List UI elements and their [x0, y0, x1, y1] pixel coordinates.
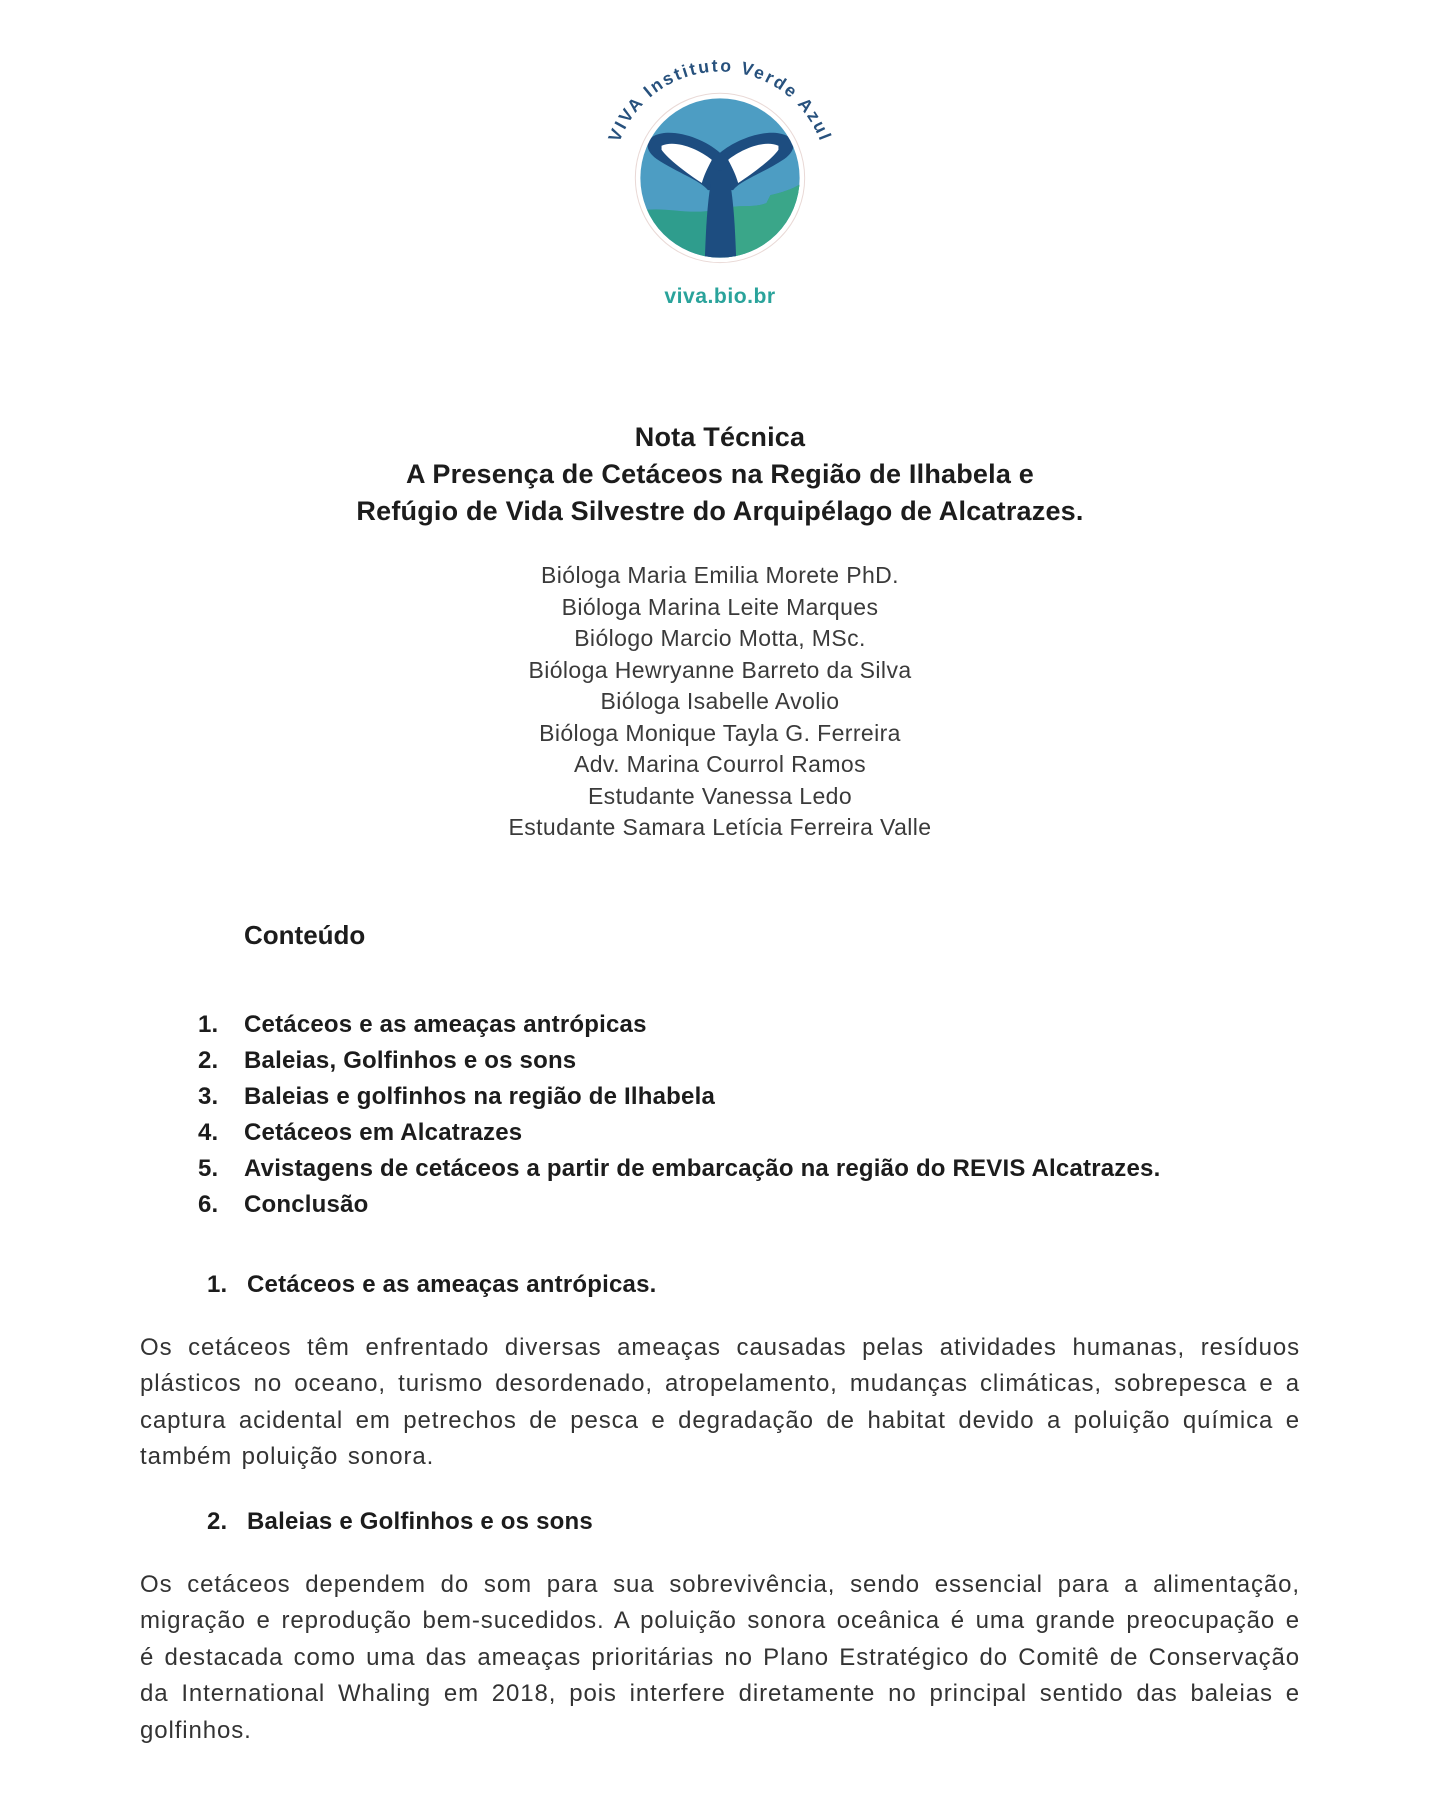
toc-item: [140, 1043, 1300, 1079]
toc-item-number: 1.: [198, 1010, 219, 1038]
toc-item-label: Baleias, Golfinhos e os sons: [244, 1046, 577, 1074]
author-line: Biólogo Marcio Motta, MSc.: [574, 625, 866, 651]
toc-item-number: 2.: [198, 1046, 219, 1074]
section-heading-label: Baleias e Golfinhos e os sons: [247, 1507, 593, 1535]
author-line: Bióloga Hewryanne Barreto da Silva: [528, 656, 912, 683]
viva-logo-icon: [599, 55, 841, 309]
section-1-paragraph: Os cetáceos têm enfrentado diversas ameaças causadas pelas atividades humanas, resíduos plásticos no oceano, turismo desordenado, atropelamento, mudanças climáticas, sobrepesca e a captura acidental em petrechos de pesca e degradação de habitat devido a poluição química e também poluição sonora.: [140, 1333, 1300, 1470]
author-line: Adv. Marina Courrol Ramos: [573, 751, 867, 777]
toc-item-label: Baleias e golfinhos na região de Ilhabela: [244, 1082, 715, 1110]
viva-logo: [140, 0, 1300, 309]
toc-item-label: Conclusão: [244, 1190, 369, 1218]
toc-item-label: Avistagens de cetáceos a partir de embarcação na região do REVIS Alcatrazes.: [244, 1154, 1161, 1182]
logo-arc-text: VIVA Instituto Verde Azul: [604, 55, 836, 145]
toc-item: [140, 1007, 1300, 1043]
logo-wordmark: viva.bio.br: [664, 284, 776, 308]
author-line: Estudante Samara Letícia Ferreira Valle: [508, 814, 932, 840]
toc-item: [140, 1115, 1300, 1151]
title-line-1: Nota Técnica: [634, 422, 806, 452]
toc-item-number: 3.: [198, 1082, 219, 1110]
section-1-heading: [140, 1267, 1300, 1303]
title-line-3: Refúgio de Vida Silvestre do Arquipélago de Alcatrazes.: [356, 496, 1084, 526]
person-head-icon: [711, 153, 728, 170]
author-line: Bióloga Isabelle Avolio: [600, 688, 840, 714]
toc-item-label: Cetáceos e as ameaças antrópicas: [244, 1010, 647, 1038]
author-line: Bióloga Marina Leite Marques: [561, 593, 879, 620]
section-number: 2.: [207, 1507, 228, 1535]
toc-item-label: Cetáceos em Alcatrazes: [244, 1118, 523, 1146]
author-line: Estudante Vanessa Ledo: [587, 782, 853, 809]
document-title: [140, 419, 1300, 530]
title-line-2: A Presença de Cetáceos na Região de Ilhabela e: [406, 459, 1034, 489]
contents-list: [140, 1007, 1300, 1223]
section-2-heading: [140, 1504, 1300, 1540]
toc-item: [140, 1079, 1300, 1115]
contents-heading: Conteúdo: [244, 919, 366, 950]
section-number: 1.: [207, 1270, 228, 1298]
toc-item: [140, 1187, 1300, 1223]
toc-item: [140, 1151, 1300, 1187]
toc-item-number: 6.: [198, 1190, 219, 1218]
author-line: Bióloga Maria Emilia Morete PhD.: [541, 562, 899, 588]
toc-item-number: 5.: [198, 1154, 219, 1182]
section-heading-label: Cetáceos e as ameaças antrópicas.: [247, 1270, 657, 1298]
author-line: Bióloga Monique Tayla G. Ferreira: [539, 719, 901, 746]
author-list: [140, 560, 1300, 844]
section-1: [140, 1267, 1300, 1476]
toc-item-number: 4.: [198, 1118, 219, 1146]
section-2-paragraph: Os cetáceos dependem do som para sua sobrevivência, sendo essencial para a alimentação, migração e reprodução bem-sucedidos. A poluição sonora oceânica é uma grande preocupação e é destacada como uma das ameaças prioritárias no Plano Estratégico do Comitê de Conservação da International Whaling em 2018, pois interfere diretamente no principal sentido das baleias e golfinhos.: [140, 1570, 1300, 1744]
section-2: [140, 1504, 1300, 1750]
